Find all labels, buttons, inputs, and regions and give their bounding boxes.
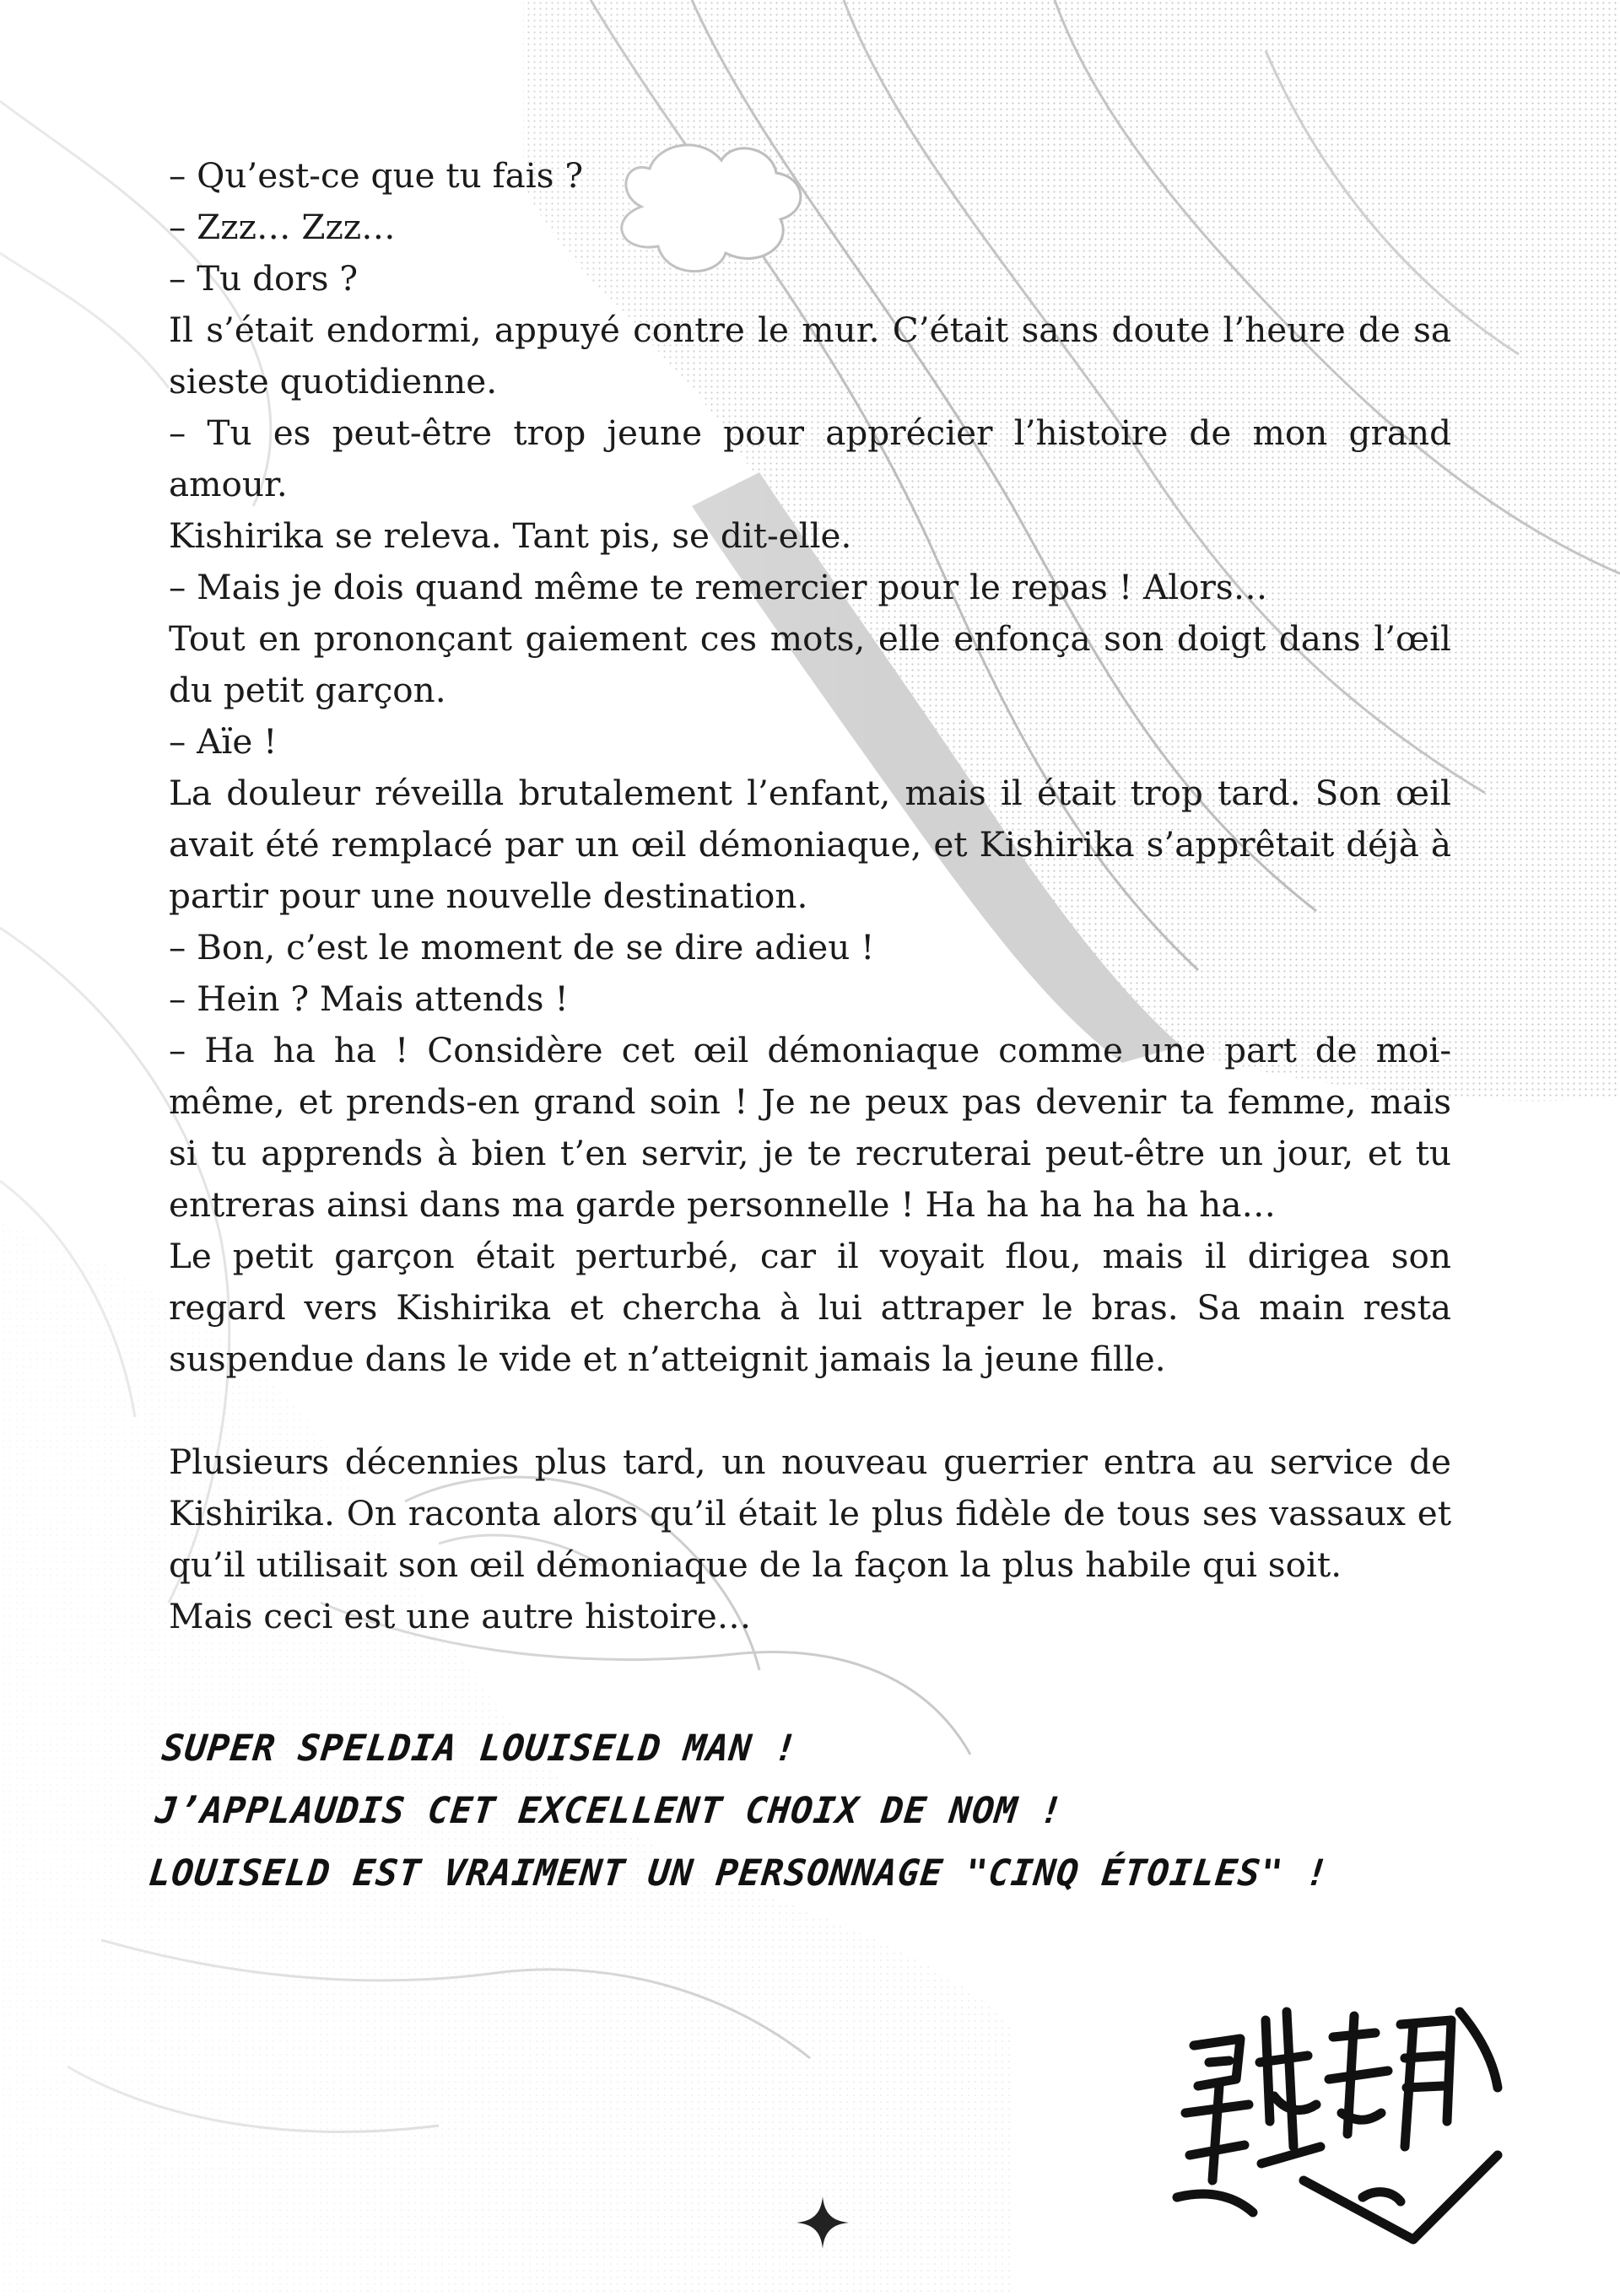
story-paragraph: La douleur réveilla brutalement l’enfant, mais il était trop tard. Son œil avait été remplacé par un œil démoniaque, et Kishirika s’apprêtait déjà à partir pour une nouvelle destination. [169, 773, 1451, 916]
story-line: – Qu’est-ce que tu fais ? [169, 155, 584, 196]
author-signature [1160, 1986, 1515, 2265]
story-line: Kishirika se releva. Tant pis, se dit-elle. [169, 515, 852, 556]
author-note-line: SUPER SPELDIA LOUISELD MAN ! [159, 1727, 800, 1770]
story-line: – Aïe ! [169, 721, 278, 762]
four-point-star-icon [793, 2193, 852, 2252]
author-note-line: LOUISELD EST VRAIMENT UN PERSONNAGE "CINQ ÉTOILES" ! [146, 1852, 1331, 1894]
story-text [169, 150, 1451, 1642]
story-line: – Tu es peut-être trop jeune pour apprécier l’histoire de mon grand amour. [169, 412, 1451, 504]
story-paragraph: Le petit garçon était perturbé, car il voyait flou, mais il dirigea son regard vers Kishirika et chercha à lui attraper le bras. Sa main resta suspendue dans le vide et n’atteignit jamais la jeune fille. [169, 1236, 1451, 1379]
author-handwritten-note [146, 1717, 1431, 1905]
story-line: – Mais je dois quand même te remercier pour le repas ! Alors… [169, 567, 1268, 607]
story-line: – Tu dors ? [169, 258, 359, 299]
story-line: – Zzz… Zzz… [169, 207, 396, 247]
story-paragraph: Il s’était endormi, appuyé contre le mur. C’était sans doute l’heure de sa sieste quotidienne. [169, 310, 1451, 402]
author-note-line: J’APPLAUDIS CET EXCELLENT CHOIX DE NOM ! [153, 1790, 1066, 1832]
story-paragraph: Tout en prononçant gaiement ces mots, elle enfonça son doigt dans l’œil du petit garçon. [169, 618, 1451, 710]
story-line: – Hein ? Mais attends ! [169, 978, 569, 1019]
paragraph-spacer [169, 1385, 1451, 1436]
epilogue-paragraph: Plusieurs décennies plus tard, un nouveau guerrier entra au service de Kishirika. On raconta alors qu’il était le plus fidèle de tous ses vassaux et qu’il utilisait son œil démoniaque de la façon la plus habile qui soit. [169, 1442, 1451, 1585]
story-line: – Bon, c’est le moment de se dire adieu ! [169, 927, 875, 967]
story-paragraph: – Ha ha ha ! Considère cet œil démoniaque comme une part de moi-même, et prends-en grand soin ! Je ne peux pas devenir ta femme, mais si tu apprends à bien t’en servir, je te recruterai peut-être un jour, et tu entreras ainsi dans ma garde personnelle ! Ha ha ha ha ha ha… [169, 1030, 1451, 1225]
epilogue-line: Mais ceci est une autre histoire… [169, 1596, 752, 1636]
